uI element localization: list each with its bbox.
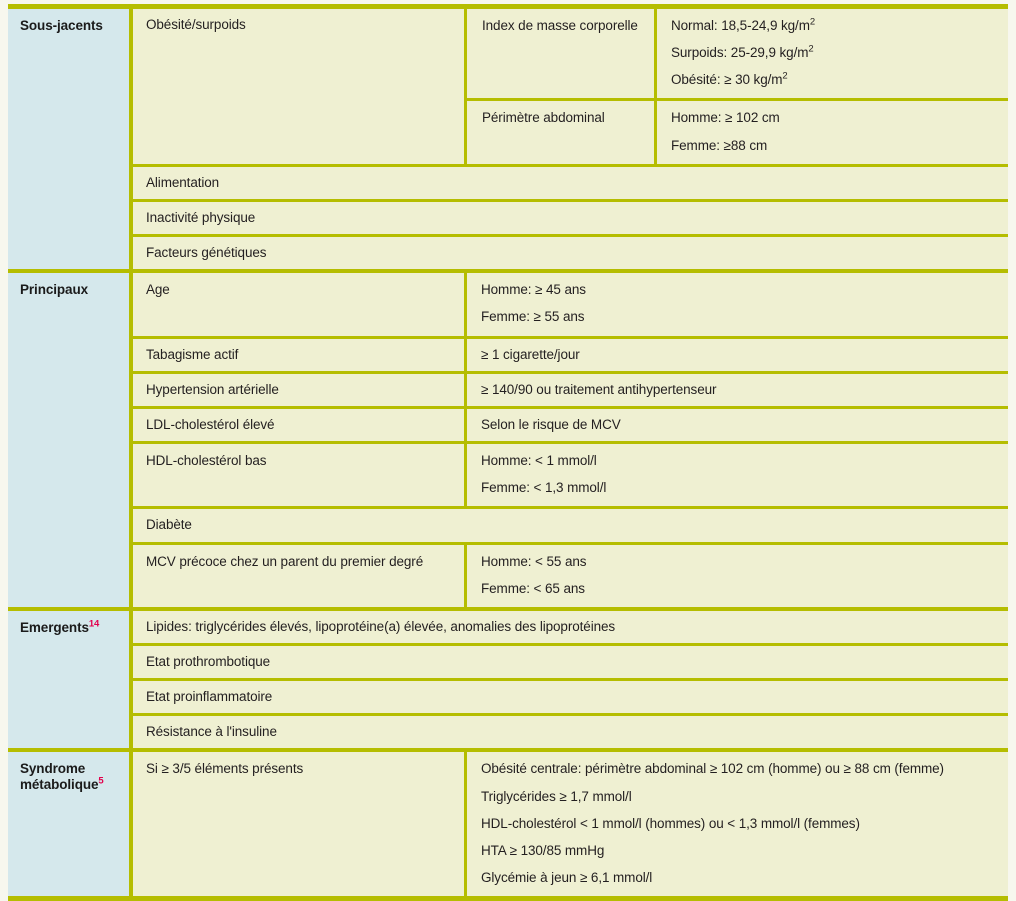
- table-row: [133, 681, 1008, 716]
- row-item-label: Obésité/surpoids: [133, 9, 467, 164]
- row-item-label: Inactivité physique: [146, 209, 256, 225]
- table-section-sous-jacents: [8, 9, 1008, 273]
- value-line: Obésité centrale: périmètre abdominal ≥ 102 cm (homme) ou ≥ 88 cm (femme): [481, 761, 944, 777]
- unit-exponent: 2: [782, 70, 788, 82]
- row-values: [467, 409, 1008, 441]
- value-line: Femme: < 1,3 mmol/l: [481, 480, 607, 496]
- category-label-emergents: [8, 611, 133, 749]
- value-line: Femme: < 65 ans: [481, 580, 585, 596]
- row-item-label: Si ≥ 3/5 éléments présents: [133, 752, 467, 896]
- subrow-detail-label: Périmètre abdominal: [467, 101, 657, 163]
- row-item-label: Diabète: [146, 517, 192, 533]
- category-label-text: Principaux: [20, 282, 89, 298]
- footnote-reference: 5: [98, 775, 104, 787]
- value-line: ≥ 1 cigarette/jour: [481, 346, 580, 362]
- row-item-label: Facteurs génétiques: [146, 245, 267, 261]
- value-line: ≥ 140/90 ou traitement antihypertenseur: [481, 381, 717, 397]
- table-row: [133, 444, 1008, 509]
- row-item-label: Résistance à l'insuline: [146, 724, 277, 740]
- subrow-detail-label: Index de masse corporelle: [467, 9, 657, 98]
- value-line: Selon le risque de MCV: [481, 416, 621, 432]
- row-values: [467, 273, 1008, 335]
- table-subrow: [467, 9, 1008, 101]
- value-line: Obésité: ≥ 30 $kg/m^2$: [671, 70, 788, 88]
- row-item-label: Lipides: triglycérides élevés, lipoprotéine(a) élevée, anomalies des lipoprotéines: [146, 618, 616, 634]
- table-row: [133, 509, 1008, 544]
- value-line: Femme: ≥ 55 ans: [481, 309, 585, 325]
- section-rows: [133, 752, 1008, 896]
- row-values: [467, 339, 1008, 371]
- value-line: Normal: 18,5-24,9 $kg/m^2$: [671, 16, 816, 33]
- value-line: Homme: < 1 mmol/l: [481, 453, 597, 469]
- table-row: [133, 545, 1008, 607]
- value-line: Homme: ≥ 45 ans: [481, 282, 586, 298]
- row-item-label: Tabagisme actif: [133, 339, 467, 371]
- unit-exponent: 2: [809, 16, 816, 28]
- row-values: [467, 545, 1008, 607]
- footnote-reference: 14: [88, 618, 100, 630]
- table-subrow: [467, 101, 1008, 163]
- row-item-label: Etat prothrombotique: [146, 653, 271, 669]
- risk-factors-table: [8, 4, 1008, 901]
- table-row: [133, 646, 1008, 681]
- table-section-emergents: [8, 611, 1008, 753]
- row-item-label: HDL-cholestérol bas: [133, 444, 467, 506]
- category-label-text: Syndrome métabolique: [20, 761, 99, 792]
- table-section-principaux: [8, 273, 1008, 611]
- table-row: [133, 374, 1008, 409]
- unit-exponent: 2: [808, 43, 814, 55]
- subrow-values: [657, 101, 1008, 163]
- category-label-syndrome-metabolique: [8, 752, 133, 896]
- row-item-label: Age: [133, 273, 467, 335]
- table-row: [133, 611, 1008, 646]
- table-row: [133, 409, 1008, 444]
- row-subrows: [467, 9, 1008, 164]
- value-line: Triglycérides ≥ 1,7 mmol/l: [481, 788, 632, 804]
- table-row: [133, 167, 1008, 202]
- table-row: [133, 752, 1008, 896]
- category-label-principaux: [8, 273, 133, 607]
- value-line: Surpoids: 25-29,9 $kg/m^2$: [671, 43, 814, 61]
- category-label-sous-jacents: [8, 9, 133, 269]
- section-rows: [133, 9, 1008, 269]
- table-row: [133, 9, 1008, 167]
- table-row: [133, 237, 1008, 269]
- table-row: [133, 339, 1008, 374]
- value-line: Glycémie à jeun ≥ 6,1 mmol/l: [481, 870, 653, 886]
- row-values: [467, 444, 1008, 506]
- row-values: [467, 752, 1008, 896]
- value-line: Femme: ≥88 cm: [671, 137, 768, 153]
- table-section-syndrome-metabolique: [8, 752, 1008, 896]
- value-line: HTA ≥ 130/85 mmHg: [481, 842, 605, 858]
- value-line: HDL-cholestérol < 1 mmol/l (hommes) ou < 1,3 mmol/l (femmes): [481, 815, 860, 831]
- table-row: [133, 202, 1008, 237]
- table-row: [133, 716, 1008, 748]
- row-item-label: Alimentation: [146, 174, 220, 190]
- row-item-label: Etat proinflammatoire: [146, 689, 273, 705]
- section-rows: [133, 273, 1008, 607]
- section-rows: [133, 611, 1008, 749]
- value-line: Homme: < 55 ans: [481, 553, 587, 569]
- category-label-text: Sous-jacents: [20, 18, 103, 33]
- category-label-text: Emergents: [20, 619, 89, 635]
- row-values: [467, 374, 1008, 406]
- value-line: Homme: ≥ 102 cm: [671, 110, 780, 126]
- subrow-values: [657, 9, 1008, 98]
- row-item-label: MCV précoce chez un parent du premier degré: [133, 545, 467, 607]
- row-item-label: LDL-cholestérol élevé: [133, 409, 467, 441]
- table-row: [133, 273, 1008, 338]
- row-item-label: Hypertension artérielle: [133, 374, 467, 406]
